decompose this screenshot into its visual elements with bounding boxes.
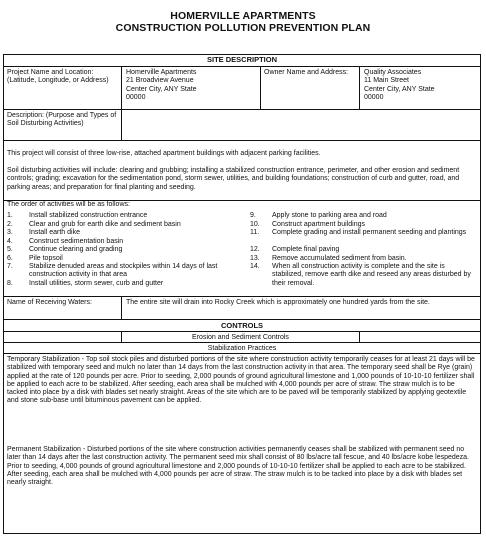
receiving-waters-value: The entire site will drain into Rocky Creek which is approximately one hundred yards from the site. bbox=[126, 299, 430, 306]
divider bbox=[121, 297, 122, 319]
stabilization-practices-heading: Stabilization Practices bbox=[207, 344, 277, 352]
stabilization-practices-row bbox=[4, 342, 480, 353]
temporary-stabilization-text: Temporary Stabilization - Top soil stock piles and disturbed portions of the site where construction activity temporarily ceases for at least 21 days will be stabilized with temporary seed and mulch no later than 14 days from the last construction activity in that area. The temporary seed shall be Rye (grain) applied at the rate of 120 pounds per acre. Prior to seeding, 2,000 pounds of ground agricultural limestone and 1,000 pounds of 10-10-10 fertilizer shall be applied to each acre to be stabilized. After seeding, each area shall be mulched with 4,000 pounds per acre of straw. The straw mulch is to be tacked into place by a disk with blades set nearly straight. Areas of the site which are to be paved will be temporarily stabilized by applying geotextile and stone sub-base until bituminous pavement can be applied. bbox=[7, 356, 475, 405]
divider bbox=[359, 332, 360, 342]
erosion-controls-heading: Erosion and Sediment Controls bbox=[192, 333, 289, 341]
site-description-header-row bbox=[4, 55, 480, 66]
owner-label: Owner Name and Address: bbox=[264, 69, 349, 76]
project-label: Project Name and Location: (Latitude, Longitude, or Address) bbox=[7, 69, 109, 85]
description-paragraph-1: This project will consist of three low-rise, attached apartment buildings with adjacent parking facilities. bbox=[7, 150, 321, 157]
permanent-stabilization-text: Permanent Stabilization - Disturbed portions of the site where construction activities permanently ceases shall be stabilized with permanent seed no later than 14 days after the last construction activity. The permanent seed mix shall consist of 80 lbs/acre tall fescue, and 40 lbs/acre kobe lespedeza. Prior to seeding, 4,000 pounds of ground agricultural limestone and 2,000 pounds of 10-10-10 fertilizer shall be applied to each acre to be stabilized. After seeding, each area shall be mulched with 4,000 pounds per acre of straw. The straw mulch is to be tacked into place by a disk with blades set nearly straight. bbox=[7, 446, 469, 487]
activities-section: The order of activities will be as follows: 1. Install stabilized construction entrance 2. Clear and grub for earth dike and sediment basin 3. Install earth dike 4. Construct sedimentation basin 5. Continue clearing and grading 6. Pile topsoil 7. Stabilize denuded areas and stockpiles within 14 days of last construction activity in that area 8. Install utilities, storm sewer, curb and gutter 9. Apply stone to parking area and road 10. Construct apartment buildings 11. Complete grading and install permanent seeding and plantings 12. Complete final paving 13. Remove accumulated sediment from basin. 14. When all construction activity is complete and the site is stabilized, remove earth dike and reseed any areas disturbed by their removal. bbox=[4, 200, 480, 296]
site-description-heading: SITE DESCRIPTION bbox=[206, 55, 277, 64]
document-title: HOMERVILLE APARTMENTS bbox=[170, 10, 316, 22]
description-row bbox=[4, 109, 480, 140]
receiving-waters-label: Name of Receiving Waters: bbox=[7, 299, 92, 306]
controls-header-row bbox=[4, 319, 480, 331]
divider bbox=[260, 67, 261, 109]
description-body bbox=[4, 140, 480, 200]
erosion-controls-row bbox=[4, 331, 480, 342]
activity-item: 14. When all construction activity is complete and the site is stabilized, remove earth dike and reseed any areas disturbed by their removal. bbox=[250, 263, 471, 287]
description-label: Description: (Purpose and Types of Soil Disturbing Activities) bbox=[7, 112, 117, 128]
activity-item: 7. Stabilize denuded areas and stockpiles within 14 days of last construction activity in that area bbox=[7, 263, 218, 279]
receiving-waters-row bbox=[4, 296, 480, 319]
stabilization-body bbox=[4, 353, 480, 533]
controls-heading: CONTROLS bbox=[220, 320, 264, 330]
document-subtitle: CONSTRUCTION POLLUTION PREVENTION PLAN bbox=[115, 22, 371, 34]
divider bbox=[121, 67, 122, 109]
divider bbox=[359, 67, 360, 109]
divider bbox=[121, 110, 122, 140]
activities-intro: The order of activities will be as follows: bbox=[7, 201, 130, 208]
plan-table bbox=[3, 54, 481, 534]
description-paragraph-2: Soil disturbing activities will include: clearing and grubbing; installing a stabilized construction entrance, perimeter, and other erosion and sediment controls; grading; excavation for the sedimentation pond, storm sewer, utilities, and building foundations; construction of curb and gutter, road, and parking areas; and preparation for final planting and seeding. bbox=[7, 167, 460, 191]
project-value: Homerville Apartments 21 Broadview Avenue Center City, ANY State 00000 bbox=[126, 69, 197, 101]
project-owner-row bbox=[4, 66, 480, 109]
owner-value: Quality Associates 11 Main Street Center City, ANY State 00000 bbox=[364, 69, 435, 101]
activity-item: 11. Complete grading and install permanent seeding and plantings bbox=[250, 229, 467, 236]
